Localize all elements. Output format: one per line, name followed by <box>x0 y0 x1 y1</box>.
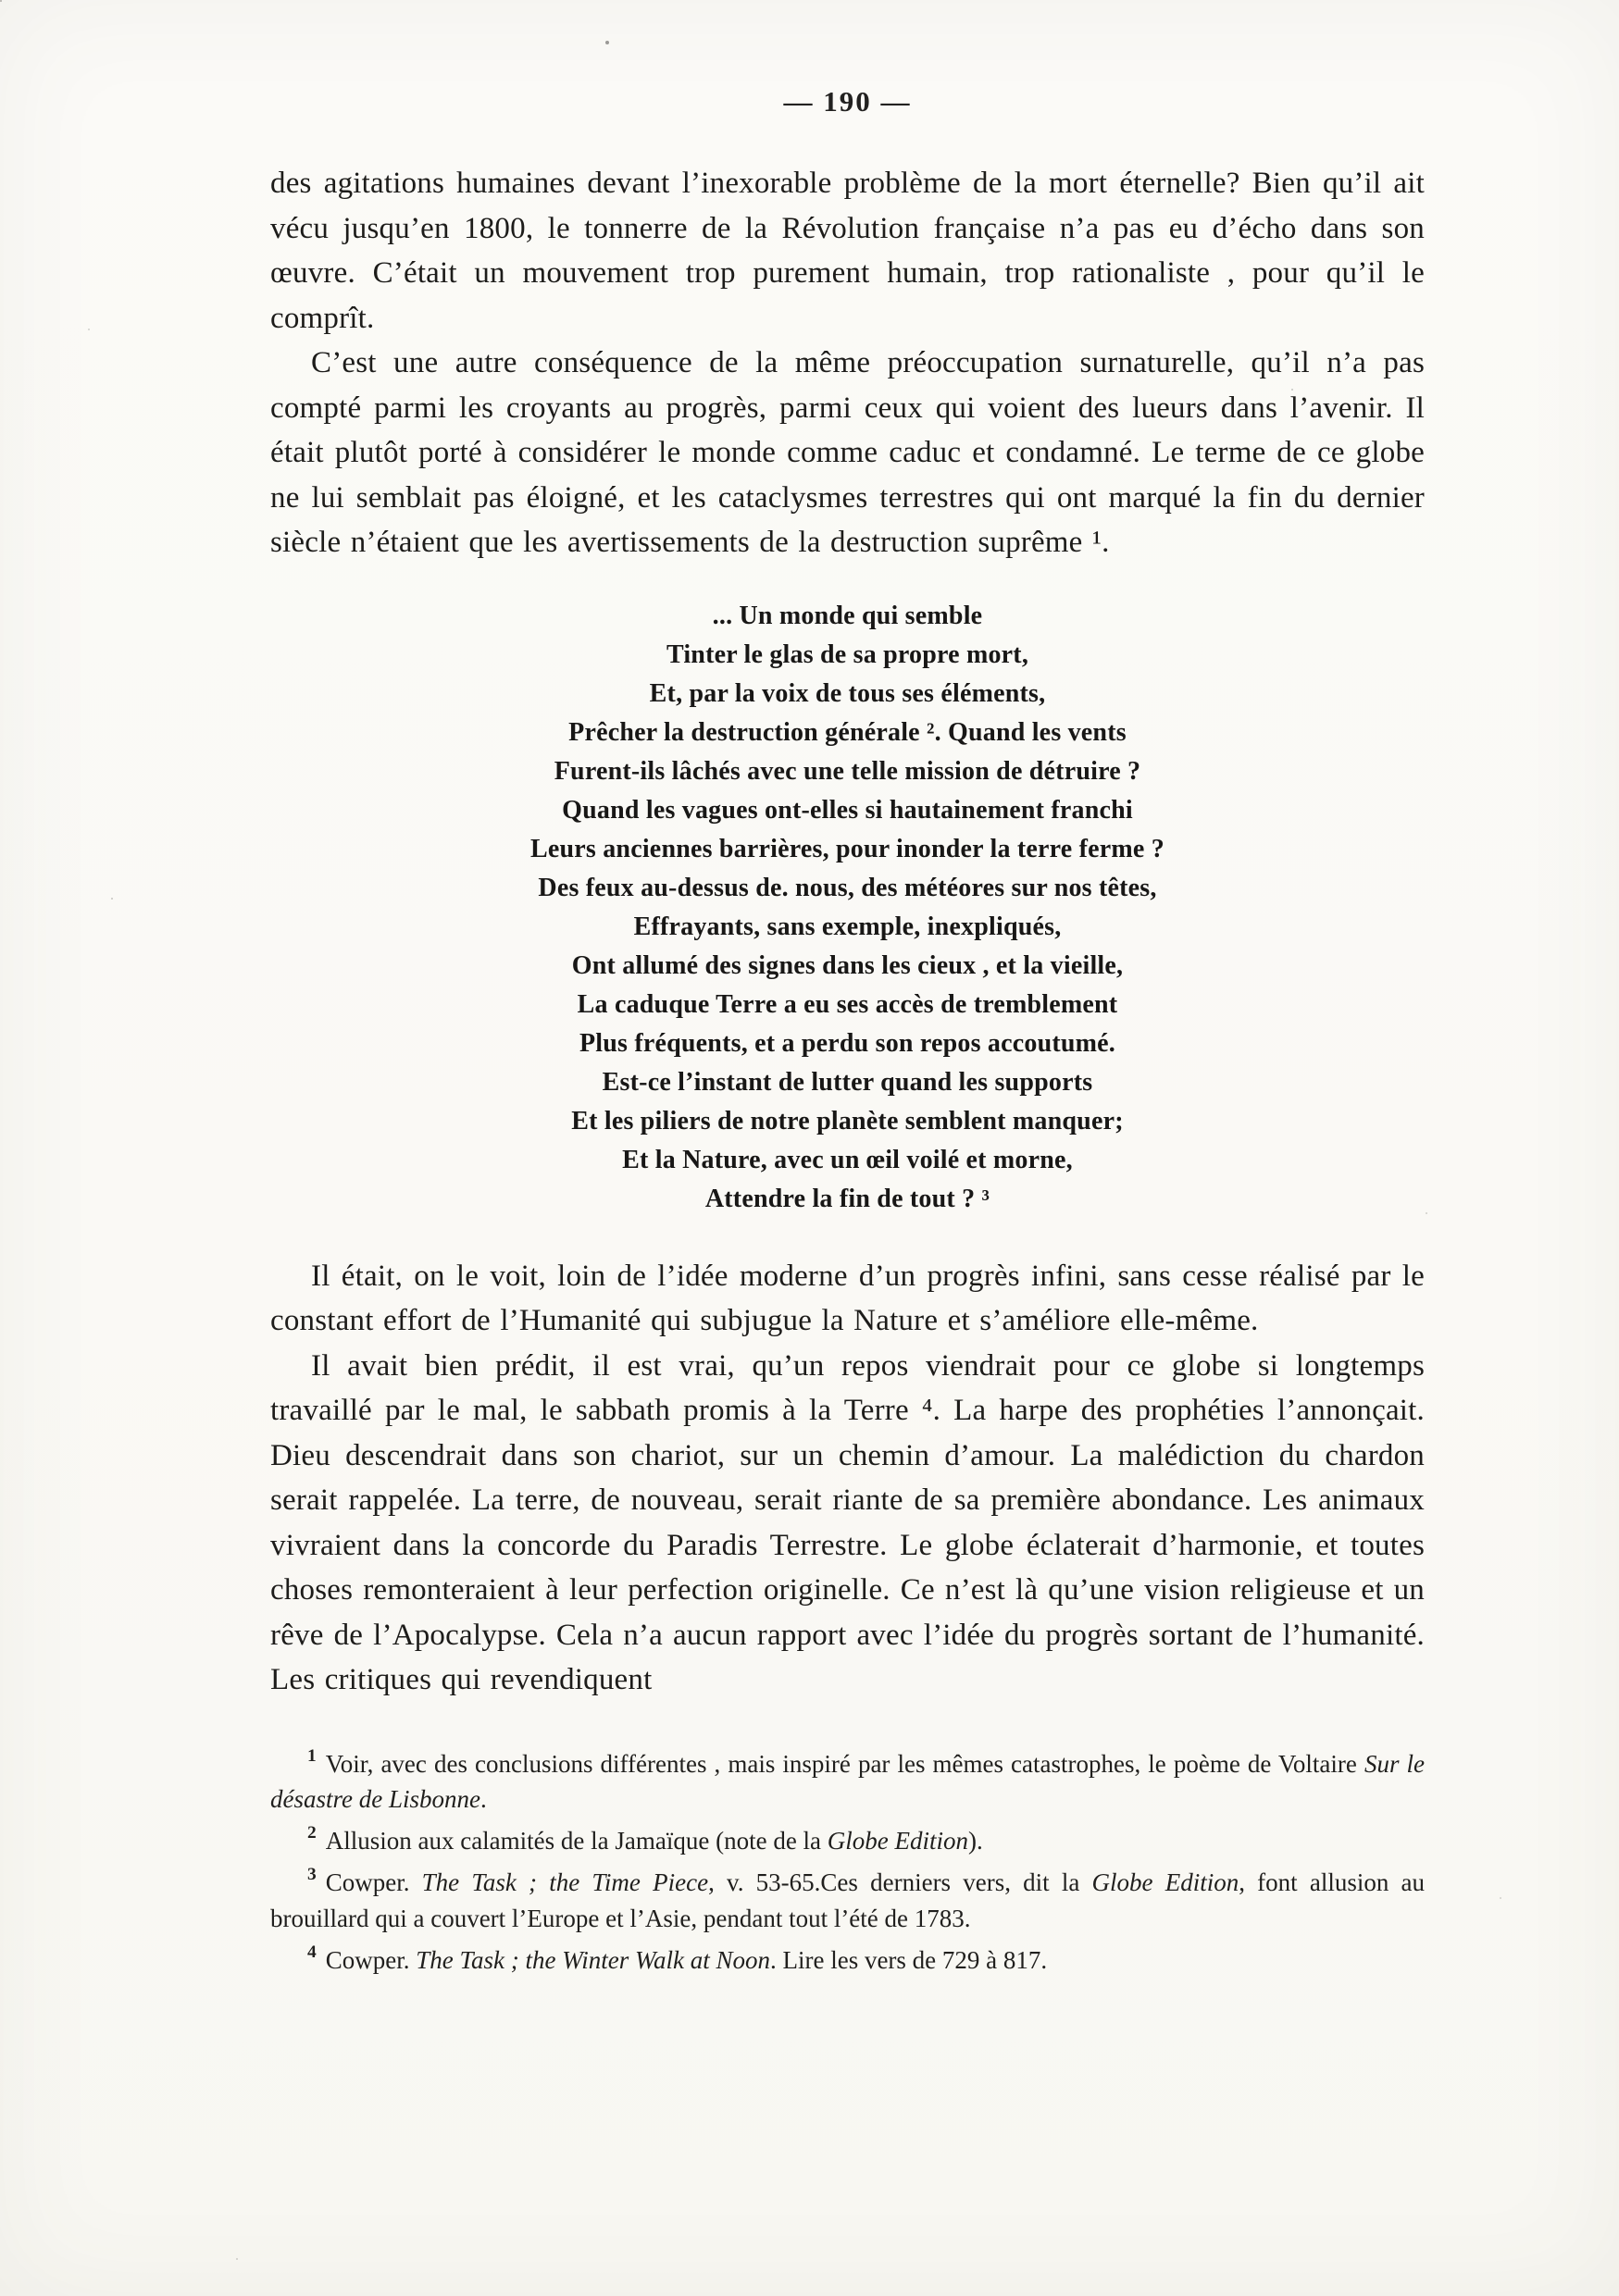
page-number: — 190 — <box>783 85 912 118</box>
poem-line: Et, par la voix de tous ses éléments, <box>649 678 1046 708</box>
poem-line: Des feux au-dessus de. nous, des météores sur nos têtes, <box>538 873 1157 902</box>
footnote-2-title: Globe Edition <box>827 1827 969 1855</box>
footnote-1-marker: 1 <box>307 1745 317 1766</box>
poem-line: Et les piliers de notre planète semblent manquer; <box>571 1106 1124 1136</box>
poem-line: Plus fréquents, et a perdu son repos accoutumé. <box>579 1028 1115 1058</box>
footnote-3-text-mid: , v. 53-65.Ces derniers vers, dit la <box>708 1868 1092 1897</box>
footnote-1-text: Voir, avec des conclusions différentes , mais inspiré par les mêmes catastrophes, le poème de Voltaire <box>325 1749 1364 1778</box>
poem-line: Leurs anciennes barrières, pour inonder la terre ferme ? <box>530 834 1164 863</box>
poem-line: Attendre la fin de tout ? ³ <box>704 1184 990 1213</box>
footnote-4-marker: 4 <box>307 1942 317 1963</box>
poem-line: Prêcher la destruction générale ². Quand les vents <box>568 717 1127 747</box>
footnote-2-marker: 2 <box>307 1823 317 1843</box>
scan-speckles <box>0 0 2 2</box>
footnote-4-text-end: . Lire les vers de 729 à 817. <box>769 1946 1048 1975</box>
text-block <box>270 161 1425 1978</box>
poem-line: Effrayants, sans exemple, inexpliqués, <box>633 912 1062 941</box>
poem-line: Est-ce l’instant de lutter quand les supports <box>602 1067 1093 1097</box>
poem-quotation <box>270 597 1425 1219</box>
footnote-4-title: The Task ; the Winter Walk at Noon <box>416 1946 770 1975</box>
footnote-1-text-end: . <box>479 1784 487 1813</box>
poem-line: Quand les vagues ont-elles si hautainement franchi <box>562 795 1133 825</box>
footnotes-section <box>270 1745 1425 1979</box>
paragraph-consequence: C’est une autre conséquence de la même préoccupation surnaturelle, qu’il n’a pas compté parmi les croyants au progrès, parmi ceux qui voient des lueurs dans l’avenir. Il était plutôt porté à considérer le monde comme caduc et condamné. Le terme de ce globe ne lui semblait pas éloigné, et les cataclysmes terrestres qui ont marqué la fin du dernier siècle n’étaient que les avertissements de la destruction suprême ¹. <box>270 346 1425 559</box>
footnote-3 <box>270 1864 1425 1936</box>
paragraph-sabbath: Il avait bien prédit, il est vrai, qu’un repos viendrait pour ce globe si longtemps travaillé par le mal, le sabbath promis à la Terre ⁴. La harpe des prophéties l’annonçait. Dieu descendrait dans son chariot, sur un chemin d’amour. La malédiction du chardon serait rappelée. La terre, de nouveau, serait riante de sa première abondance. Les animaux vivraient dans la concorde du Paradis Terrestre. Le globe éclaterait d’harmonie, et toutes choses remonteraient à leur perfection originelle. Ce n’est là qu’une vision religieuse et un rêve de l’Apocalypse. Cela n’a aucun rapport avec l’idée du progrès sortant de l’humanité. Les critiques qui revendiquent <box>270 1348 1425 1696</box>
poem-line: Ont allumé des signes dans les cieux , et la vieille, <box>571 950 1124 980</box>
paragraph-progres: Il était, on le voit, loin de l’idée moderne d’un progrès infini, sans cesse réalisé par le constant effort de l’Humanité qui subjugue la Nature et s’améliore elle-même. <box>270 1259 1425 1337</box>
paragraph-continuation: des agitations humaines devant l’inexorable problème de la mort éternelle? Bien qu’il ait vécu jusqu’en 1800, le tonnerre de la Révolution française n’a pas eu d’écho dans son œuvre. C’était un mouvement trop purement humain, trop rationaliste , pour qu’il le comprît. <box>270 167 1425 335</box>
poem-line: Et la Nature, avec un œil voilé et morne, <box>622 1145 1073 1174</box>
footnote-4-text: Cowper. <box>325 1946 417 1975</box>
footnote-2 <box>270 1822 1425 1858</box>
footnote-3-text-end: , font allusion au brouillard qui a couvert l’Europe et l’Asie, pendant tout l’été de 1783. <box>270 1868 1426 1932</box>
poem-line: Tinter le glas de sa propre mort, <box>666 639 1029 669</box>
footnote-3-title: The Task ; the Time Piece <box>421 1868 709 1897</box>
footnote-3-title-2: Globe Edition <box>1091 1868 1239 1897</box>
footnote-4 <box>270 1942 1425 1978</box>
poem-line: ... Un monde qui semble <box>712 601 983 630</box>
footnote-2-text-end: ). <box>968 1827 983 1855</box>
poem-line: La caduque Terre a eu ses accès de tremblement <box>577 989 1118 1019</box>
footnote-3-text: Cowper. <box>325 1868 422 1897</box>
footnote-3-marker: 3 <box>307 1865 317 1885</box>
footnote-1 <box>270 1745 1425 1818</box>
poem-line: Furent-ils lâchés avec une telle mission de détruire ? <box>554 756 1141 786</box>
footnote-2-text: Allusion aux calamités de la Jamaïque (note de la <box>325 1827 828 1855</box>
footnote-1-title: Sur le désastre de Lisbonne <box>270 1749 1426 1813</box>
